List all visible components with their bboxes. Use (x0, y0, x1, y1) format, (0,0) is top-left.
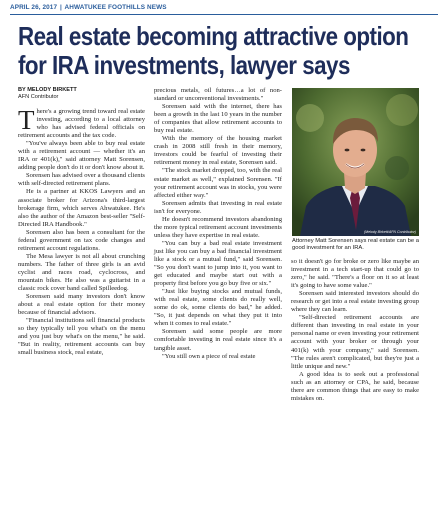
article-column-2 (154, 87, 282, 361)
article-column-1 (18, 105, 145, 357)
paragraph-text: Sorensen admits that investing in real estate isn't for everyone. (154, 199, 282, 215)
paragraph-text: With the memory of the housing market crash in 2008 still fresh in their memory, investors could be fearful of investing their retirement money in real estate, Sorensen said. (154, 135, 282, 167)
article-paragraph (154, 87, 282, 103)
article-paragraph (154, 288, 282, 328)
article-paragraph (18, 253, 145, 293)
masthead-separator: | (60, 4, 62, 11)
paragraph-text: here's a growing trend toward real estate investing, according to a local attorney who has advised federal officials on retirement accounts and the tax code. (18, 108, 145, 140)
issue-date: APRIL 26, 2017 (10, 4, 58, 11)
paragraph-text: "Just like buying stocks and mutual funds, with real estate, some clients do really well, some do ok, some clients do bad," he added. "So, it just depends on what they put it into when it comes to real estate." (154, 288, 282, 328)
headline-line-1: Real estate becoming attractive option (18, 21, 409, 51)
article-paragraph (18, 188, 145, 228)
article-paragraph (18, 105, 145, 140)
masthead-rule (10, 14, 438, 15)
article-paragraph (18, 317, 145, 357)
paragraph-text: "You can buy a bad real estate investment just like you can buy a bad financial investment like a stock or a mutual fund," said Sorensen. "So you don't want to jump into it, you want to get educated and maybe start out with a property first before you go buy five or six." (154, 239, 282, 288)
drop-cap: T (18, 105, 35, 135)
article-paragraph (154, 103, 282, 135)
paragraph-text: "The stock market dropped, too, with the real estate market as well," explained Sorensen. "If your retirement account was in stocks, you were affected either way." (154, 167, 282, 199)
byline (18, 87, 138, 101)
paragraph-text: "You still own a piece of real estate (162, 352, 256, 360)
paragraph-text: Sorensen said interested investors should do research or get into a real estate investing group where they can learn. (291, 290, 419, 314)
paragraph-text: He doesn't recommend investors abandoning the more typical retirement account investments unless they have expertise in real estate. (154, 215, 282, 239)
article-paragraph (154, 135, 282, 167)
article-column-3 (291, 258, 419, 403)
paragraph-text: Sorensen has advised over a thousand clients with self-directed retirement plans. (18, 172, 145, 188)
section-name: AHWATUKEE FOOTHILLS NEWS (64, 4, 167, 11)
paragraph-text: "Self-directed retirement accounts are different than investing in real estate in your personal name or even investing your retirement account with your broker or through your 401(k) with your company," said Sorensen. "The rules aren't complicated, but they're just a little unique and new." (291, 314, 419, 370)
paragraph-text: Sorensen said with the internet, there has been a growth in the last 10 years in the number of companies that allow retirement accounts to buy real estate. (154, 103, 282, 135)
article-paragraph (154, 216, 282, 240)
article-paragraph (291, 290, 419, 314)
paragraph-text: Sorensen said many investors don't know about a real estate option for their money because of financial advisors. (18, 293, 145, 317)
article-paragraph (18, 140, 145, 172)
byline-role: AFN Contributor (18, 94, 59, 100)
masthead (10, 4, 438, 15)
article-paragraph (291, 258, 419, 290)
paragraph-text: The Mesa lawyer is not all about crunching numbers. The father of three girls is an avid cyclist and races road, cyclocross, and mountain bikes. He also was a guitarist in a classic rock cover band called Spilleedog. (18, 252, 145, 293)
paragraph-text: Sorensen said some people are more comfortable investing in real estate since it's a tangible asset. (154, 328, 282, 352)
man-portrait-photo-icon (292, 88, 419, 236)
article-paragraph (291, 314, 419, 370)
byline-author: BY MELODY BIRKETT (18, 87, 77, 93)
paragraph-text: A good idea is to seek out a professional such as an attorney or CPA, he said, because there are common things that are easy to make mistakes on. (291, 370, 419, 402)
photo-caption: Attorney Matt Sorensen says real estate can be a good investment for an IRA. (292, 238, 419, 251)
article-paragraph (18, 229, 145, 253)
article-paragraph (154, 353, 282, 361)
article-paragraph (18, 172, 145, 188)
article-paragraph (154, 328, 282, 352)
article-paragraph (18, 293, 145, 317)
article-paragraph (154, 167, 282, 199)
headline-line-2: for IRA investments, lawyer says (18, 50, 350, 80)
paragraph-text: He is a partner at KKOS Lawyers and an associate broker for Arizona's third-largest brokerage firm, which serves Ahwatukee. He's also the author of the Amazon best-seller "Self-Directed IRA Handbook." (18, 188, 145, 228)
paragraph-text: so it doesn't go for broke or zero like maybe an investment in a tech start-up that could go to zero," he said. "There's a floor on it so at least it's going to have some value." (291, 258, 419, 290)
article-headline (18, 21, 409, 80)
photo-credit: (Melody Birkett/AFN Contributor) (363, 230, 416, 234)
paragraph-text: Sorensen also has been a consultant for the federal government on tax code changes and retirement account regulations. (18, 228, 145, 252)
portrait-photo (292, 88, 419, 236)
article-paragraph (154, 240, 282, 288)
article-paragraph (154, 200, 282, 216)
paragraph-text: "You've always been able to buy real estate with a retirement account — whether it's an IRA or 401(k)," said attorney Matt Sorensen, adding people don't do it or don't know about it. (18, 140, 145, 172)
paragraph-text: precious metals, oil futures…a lot of non-standard or unconventional investments." (154, 87, 282, 103)
paragraph-text: "Financial institutions sell financial products so they typically tell you what's on the menu and you just buy what's on the menu," he said. "But in reality, retirement accounts can buy small business stock, real estate, (18, 317, 145, 357)
article-paragraph (291, 371, 419, 403)
